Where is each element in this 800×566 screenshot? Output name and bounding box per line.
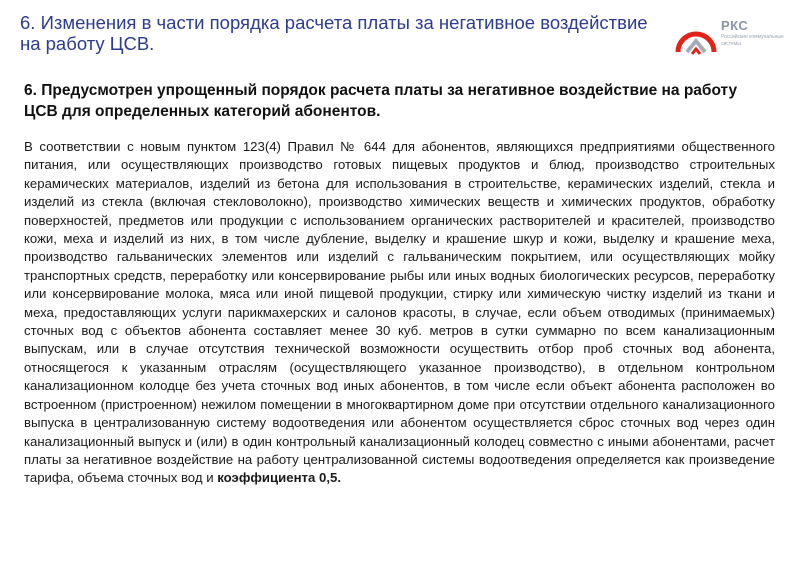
house-arc-icon bbox=[674, 20, 718, 60]
body-emphasis: коэффициента 0,5. bbox=[217, 470, 341, 486]
logo-name: РКС bbox=[721, 18, 749, 33]
body-text: В соответствии с новым пунктом 123(4) Правил № 644 для абонентов, являющихся предприятиями общественного питания, или осуществляющих производство готовых пищевых продуктов и блюд, производство строительных керамических материалов, изделий из бетона для использования в строительстве, керамических изделий, стекла и изделий из стекла (включая стекловолокно), производство химических веществ и химических продуктов, обработку поверхностей, предметов или продукции с использованием органических растворителей и красителей, производство кожи, меха и изделий из них, в том числе дубление, выделку и крашение шкур и кожи, выделку и крашение меха, производство гальванических элементов или изделий с гальваническим покрытием, или осуществляющих мойку транспортных средств, переработку или консервирование рыбы или иных водных биологических ресурсов, переработку или консервирование молока, мяса или иной пищевой продукции, стирку или химическую чистку изделий из ткани и меха, предоставляющих услуги парикмахерских и салонов красоты, в случае, если объем отводимых (принимаемых) сточных вод с объектов абонента составляет менее 30 куб. метров в сутки суммарно по всем канализационным выпускам, или в случае отсутствия технической возможности осуществить отбор проб сточных вод абонента, относящегося к указанным отраслям (осуществляющего указанное производство), в отдельном контрольном канализационном колодце без учета сточных вод иных абонентов, в том числе если объект абонента расположен во встроенном (пристроенном) нежилом помещении в многоквартирном доме при отсутствии отдельного канализационного выпуска в централизованную систему водоотведения или абонентом осуществляется сброс сточных вод через один канализационный выпуск и (или) в один контрольный канализационный колодец совместно с иными абонентами, расчет платы за негативное воздействие на работу централизованной системы водоотведения определяется как произведение тарифа, объема сточных вод и bbox=[24, 139, 775, 486]
slide-title: 6. Изменения в части порядка расчета платы за негативное воздействие на работу ЦСВ. bbox=[20, 12, 648, 54]
logo-subtitle: Российские коммунальные системы bbox=[721, 34, 784, 47]
section-heading: 6. Предусмотрен упрощенный порядок расчета платы за негативное воздействие на работу ЦСВ для определенных категорий абонентов. bbox=[24, 82, 738, 120]
company-logo bbox=[674, 16, 794, 72]
body-paragraph bbox=[24, 138, 775, 488]
